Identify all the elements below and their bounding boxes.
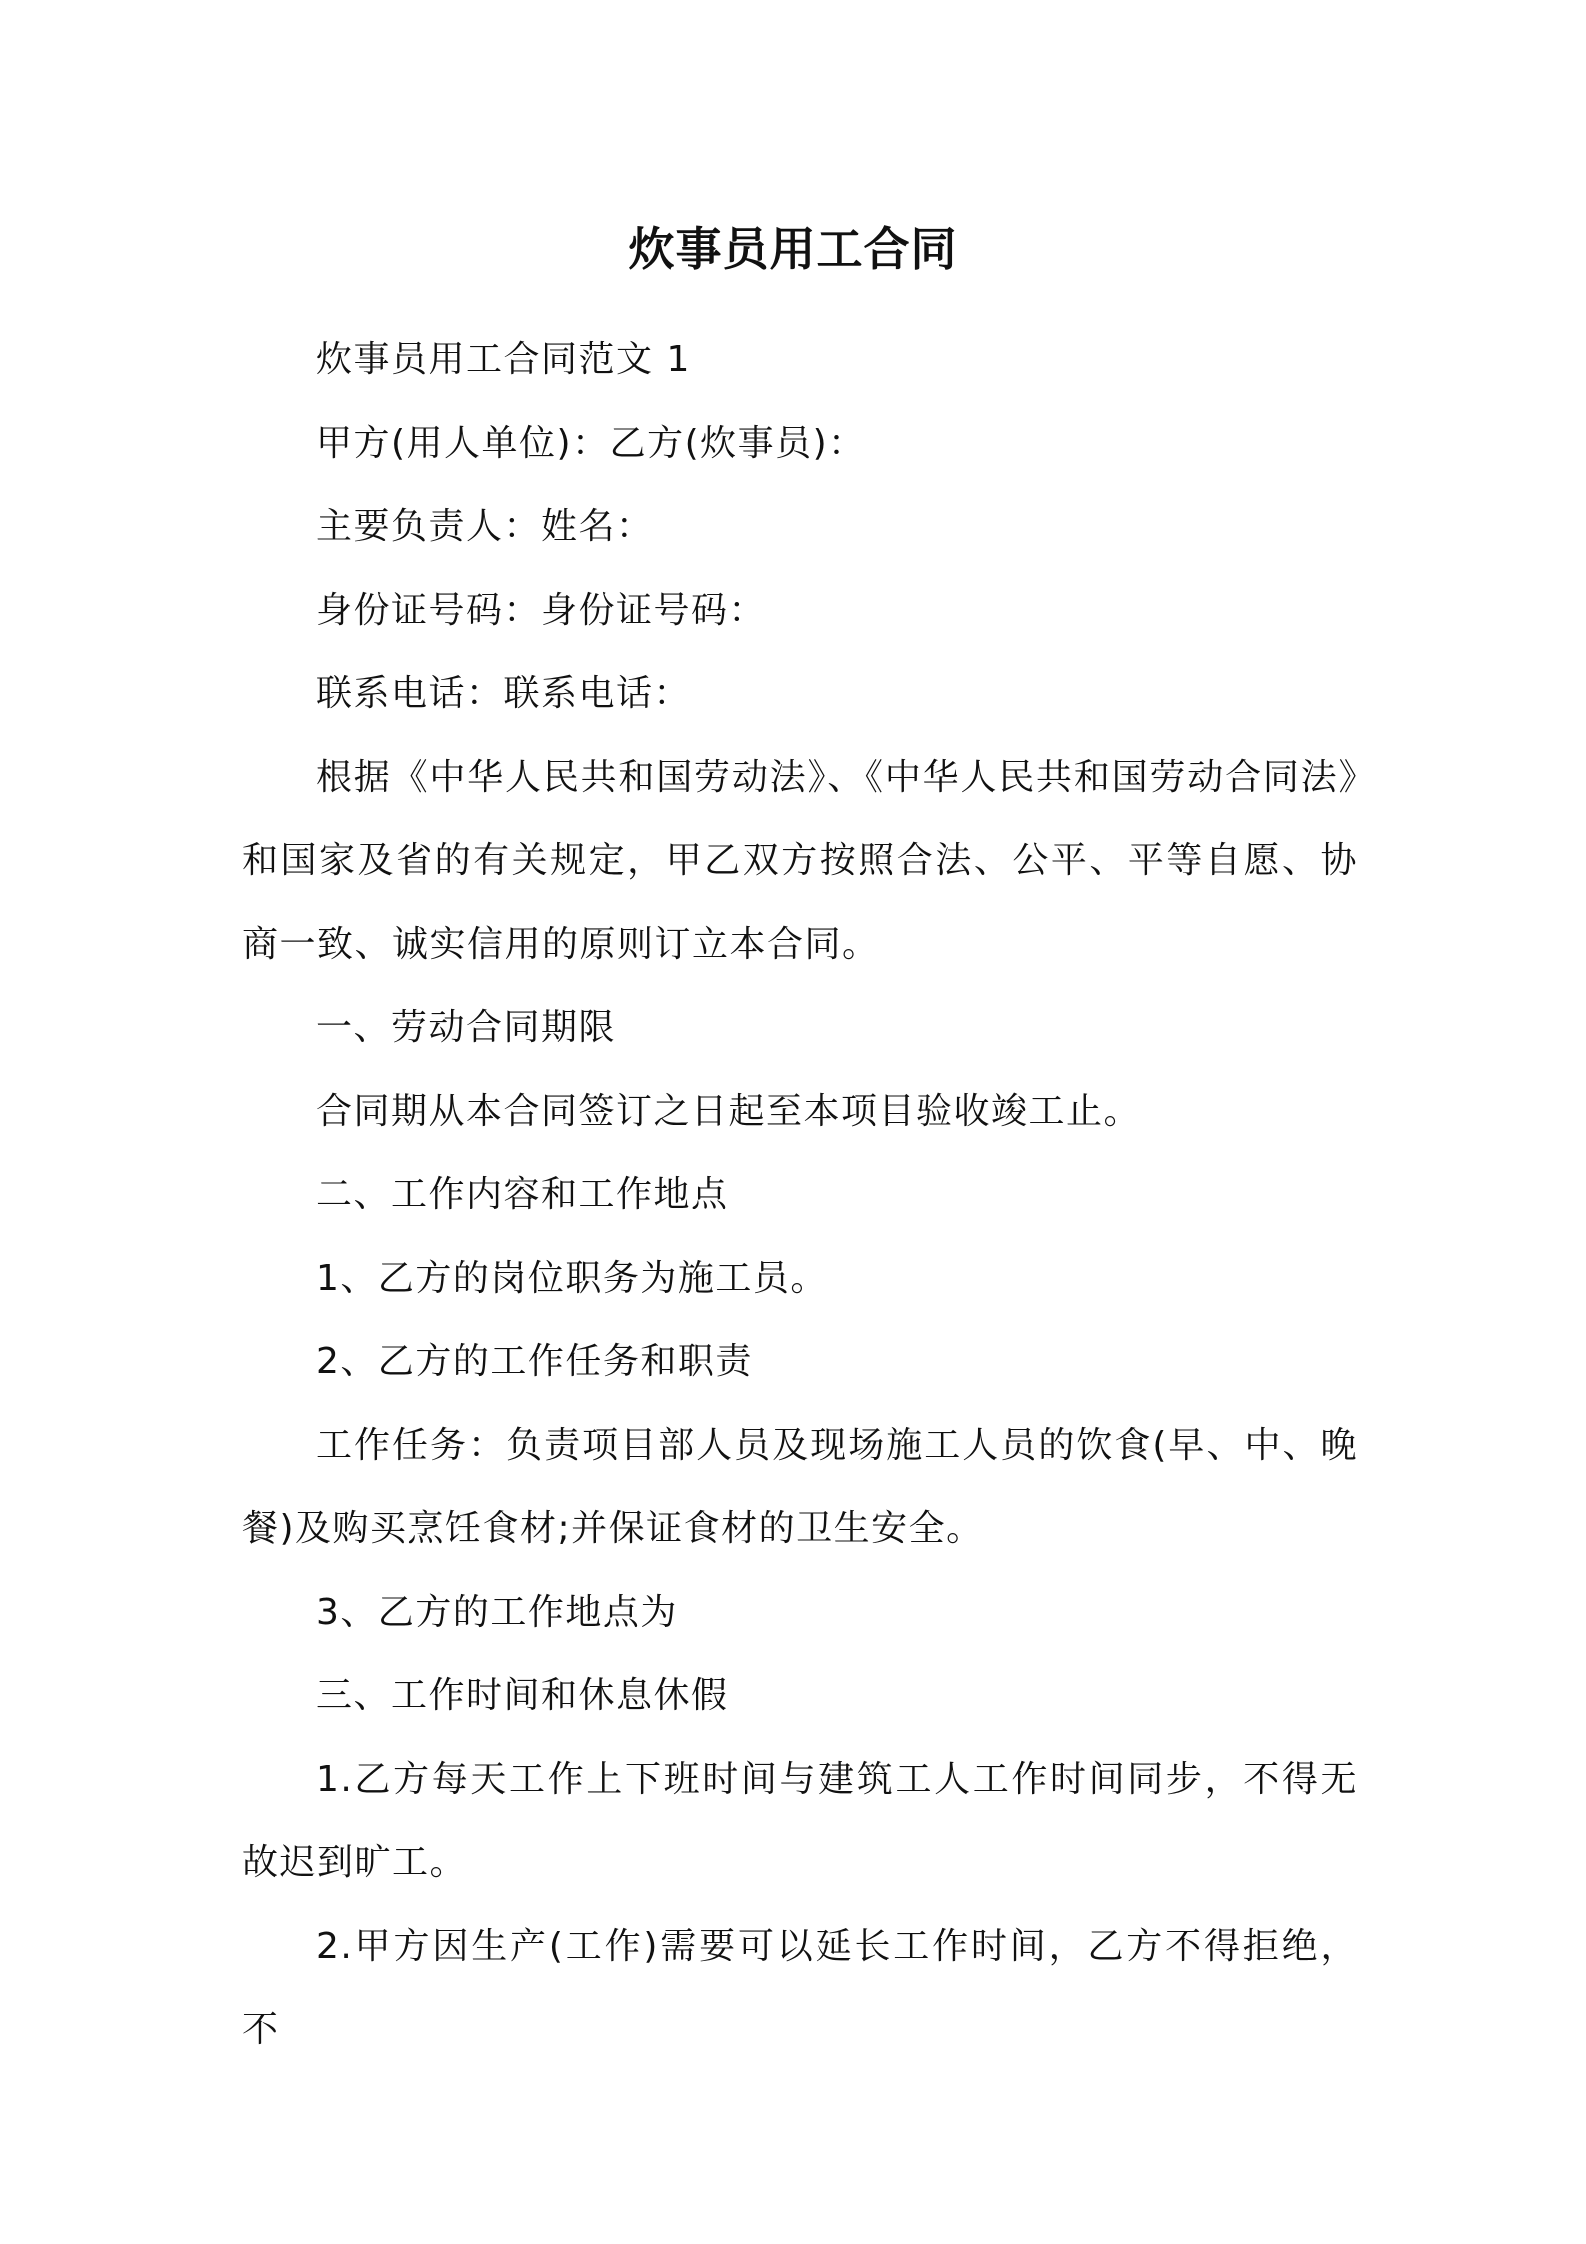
paragraph-duties-heading: 2、乙方的工作任务和职责 [316,1341,753,1382]
paragraph-duties: 工作任务：负责项目部人员及现场施工人员的饮食(早、中、晚餐)及购买烹饪食材;并保证食材的卫生安全。 [242,1424,1358,1549]
paragraph-responsible-person: 主要负责人：姓名： [316,506,654,547]
paragraph-contact-phone: 联系电话：联系电话： [316,673,692,714]
section-heading-working-hours: 三、工作时间和休息休假 [316,1675,729,1716]
paragraph-contract-term: 合同期从本合同签订之日起至本项目验收竣工止。 [316,1090,1142,1132]
paragraph-subtitle: 炊事员用工合同范文 1 [316,339,691,380]
document-title: 炊事员用工合同 [628,222,958,276]
section-heading-work-content: 二、工作内容和工作地点 [316,1174,729,1215]
section-heading-contract-term: 一、劳动合同期限 [316,1007,617,1048]
paragraph-position: 1、乙方的岗位职务为施工员。 [316,1257,828,1299]
paragraph-working-hours-2: 2.甲方因生产(工作)需要可以延长工作时间，乙方不得拒绝，不 [242,1925,1358,2050]
paragraph-legal-basis: 根据《中华人民共和国劳动法》、《中华人民共和国劳动合同法》和国家及省的有关规定，甲乙双方按照合法、公平、平等自愿、协商一致、诚实信用的原则订立本合同。 [242,756,1358,965]
paragraph-working-hours-1: 1.乙方每天工作上下班时间与建筑工人工作时间同步，不得无故迟到旷工。 [242,1758,1358,1883]
document-body [242,318,1358,2072]
paragraph-id-number: 身份证号码：身份证号码： [316,589,767,631]
paragraph-work-location: 3、乙方的工作地点为 [316,1591,678,1633]
paragraph-parties: 甲方(用人单位)：乙方(炊事员)： [316,422,866,464]
